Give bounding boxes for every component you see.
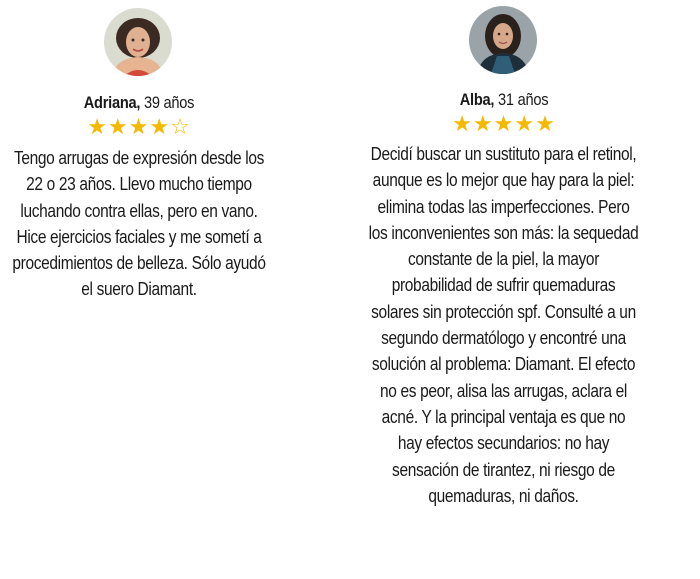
star-rating: ★★★★★ [452, 111, 556, 136]
star-rating: ★★★★☆ [87, 114, 191, 139]
avatar-image [469, 6, 537, 74]
reviewer-name: Alba, [459, 90, 495, 109]
review-text: Decidí buscar un sustituto para el retinol, aunque es lo mejor que hay para la piel: elimina todas las imperfecciones. Pero los inconvenientes son más: la sequedad constante de la piel, la mayor probabilidad de sufrir quemaduras solares sin protección spf. Consulté a un segundo dermatólogo y encontré una solución al problema: Diamant. El efecto no es peor, alisa las arrugas, aclara el acné. Y la principal ventaja es que no hay efectos secundarios: no hay sensación de tirantez, ni riesgo de quemaduras, ni daños. [368, 144, 639, 506]
avatar-image [104, 8, 172, 76]
reviewer-name-line [23, 93, 255, 113]
reviewer-name-line [384, 90, 625, 110]
reviewer-age: 31 años [498, 90, 549, 109]
review-text: Tengo arrugas de expresión desde los 22 o 23 años. Llevo mucho tiempo luchando contra ellas, pero en vano. Hice ejercicios faciales y me sometí a procedimientos de belleza. Sólo ayudó el suero Diamant. [12, 148, 266, 300]
reviewer-name: Adriana, [83, 93, 141, 112]
avatar [469, 6, 537, 74]
avatar [104, 8, 172, 76]
reviewer-age: 39 años [144, 93, 195, 112]
